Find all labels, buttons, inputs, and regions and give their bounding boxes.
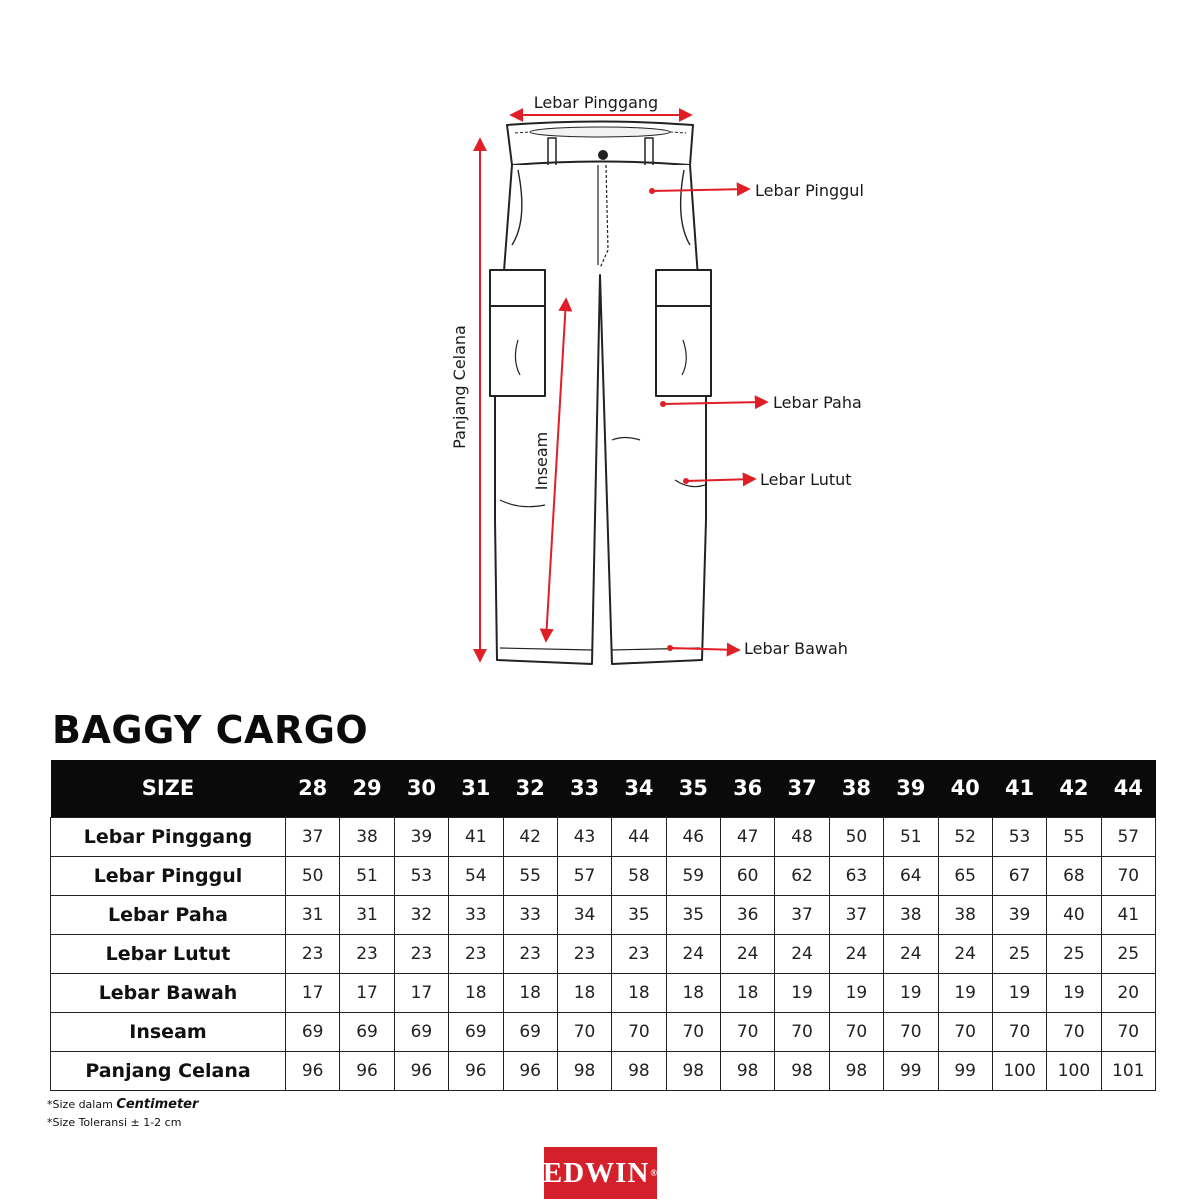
table-cell: 58 <box>612 856 666 895</box>
table-cell: 38 <box>938 895 992 934</box>
table-cell: 37 <box>286 817 340 856</box>
table-cell: 23 <box>503 934 557 973</box>
table-cell: 18 <box>612 973 666 1012</box>
table-cell: 37 <box>829 895 883 934</box>
size-header-cell: 39 <box>896 776 926 801</box>
table-cell: 19 <box>775 973 829 1012</box>
row-label: Lebar Paha <box>51 895 286 934</box>
table-cell: 25 <box>1101 934 1155 973</box>
table-cell: 67 <box>992 856 1046 895</box>
table-cell: 70 <box>666 1012 720 1051</box>
table-cell: 65 <box>938 856 992 895</box>
size-header-cell: 41 <box>1004 776 1035 801</box>
table-cell: 24 <box>721 934 775 973</box>
table-cell: 24 <box>884 934 938 973</box>
table-cell: 63 <box>829 856 883 895</box>
table-cell: 33 <box>449 895 503 934</box>
table-cell: 64 <box>884 856 938 895</box>
table-cell: 41 <box>449 817 503 856</box>
label-lebar-paha: Lebar Paha <box>773 393 862 412</box>
table-cell: 55 <box>503 856 557 895</box>
table-cell: 98 <box>721 1051 775 1090</box>
pants-illustration <box>490 122 711 665</box>
table-cell: 55 <box>1047 817 1101 856</box>
product-title: BAGGY CARGO <box>52 708 369 752</box>
table-cell: 42 <box>503 817 557 856</box>
table-cell: 70 <box>1047 1012 1101 1051</box>
size-header-cell: 35 <box>678 776 708 801</box>
table-cell: 24 <box>829 934 883 973</box>
table-cell: 31 <box>286 895 340 934</box>
row-label: Lebar Pinggang <box>51 817 286 856</box>
table-cell: 100 <box>1047 1051 1101 1090</box>
label-lebar-pinggul: Lebar Pinggul <box>755 181 864 200</box>
table-cell: 98 <box>775 1051 829 1090</box>
table-cell: 34 <box>557 895 611 934</box>
size-header-cell: 36 <box>733 776 763 801</box>
size-header-cell: 31 <box>461 776 491 801</box>
size-header-row <box>51 760 1156 817</box>
table-cell: 57 <box>557 856 611 895</box>
table-cell: 59 <box>666 856 720 895</box>
size-header-label: SIZE <box>141 776 195 801</box>
row-label: Lebar Pinggul <box>51 856 286 895</box>
tolerance-note: *Size Toleransi ± 1-2 cm <box>47 1116 182 1129</box>
label-inseam: Inseam <box>532 431 551 491</box>
table-cell: 46 <box>666 817 720 856</box>
table-cell: 69 <box>503 1012 557 1051</box>
table-cell: 98 <box>829 1051 883 1090</box>
size-chart-table <box>50 760 1156 1091</box>
size-header-cell: 42 <box>1059 776 1089 801</box>
table-cell: 25 <box>992 934 1046 973</box>
edwin-logo-text: EDWIN <box>542 1156 650 1189</box>
table-row <box>51 973 1156 1012</box>
table-cell: 70 <box>938 1012 992 1051</box>
table-cell: 24 <box>775 934 829 973</box>
table-cell: 23 <box>612 934 666 973</box>
table-row <box>51 856 1156 895</box>
table-cell: 100 <box>992 1051 1046 1090</box>
table-cell: 23 <box>340 934 394 973</box>
size-header-cell: 29 <box>352 776 382 801</box>
table-cell: 68 <box>1047 856 1101 895</box>
table-cell: 70 <box>1101 1012 1155 1051</box>
table-cell: 70 <box>612 1012 666 1051</box>
table-cell: 69 <box>286 1012 340 1051</box>
table-cell: 33 <box>503 895 557 934</box>
table-row <box>51 895 1156 934</box>
table-cell: 40 <box>1047 895 1101 934</box>
table-cell: 18 <box>449 973 503 1012</box>
table-cell: 18 <box>721 973 775 1012</box>
table-row <box>51 1012 1156 1051</box>
table-cell: 19 <box>992 973 1046 1012</box>
label-panjang-celana: Panjang Celana <box>450 325 469 449</box>
table-cell: 41 <box>1101 895 1155 934</box>
row-label: Lebar Lutut <box>51 934 286 973</box>
table-cell: 47 <box>721 817 775 856</box>
size-header-cell: 34 <box>624 776 654 801</box>
table-row <box>51 817 1156 856</box>
table-cell: 36 <box>721 895 775 934</box>
table-cell: 70 <box>884 1012 938 1051</box>
table-cell: 31 <box>340 895 394 934</box>
table-cell: 54 <box>449 856 503 895</box>
table-cell: 98 <box>612 1051 666 1090</box>
table-cell: 70 <box>721 1012 775 1051</box>
table-cell: 57 <box>1101 817 1155 856</box>
table-cell: 43 <box>557 817 611 856</box>
table-cell: 39 <box>992 895 1046 934</box>
table-cell: 51 <box>340 856 394 895</box>
table-cell: 62 <box>775 856 829 895</box>
row-label: Panjang Celana <box>51 1051 286 1090</box>
table-cell: 60 <box>721 856 775 895</box>
size-header-cell: 28 <box>298 776 328 801</box>
table-cell: 70 <box>775 1012 829 1051</box>
table-cell: 53 <box>394 856 448 895</box>
table-cell: 48 <box>775 817 829 856</box>
table-cell: 96 <box>340 1051 394 1090</box>
table-cell: 70 <box>992 1012 1046 1051</box>
table-cell: 18 <box>503 973 557 1012</box>
table-cell: 18 <box>666 973 720 1012</box>
table-cell: 50 <box>829 817 883 856</box>
table-cell: 19 <box>829 973 883 1012</box>
table-cell: 50 <box>286 856 340 895</box>
table-cell: 23 <box>286 934 340 973</box>
table-cell: 18 <box>557 973 611 1012</box>
unit-note-prefix: *Size dalam <box>47 1098 117 1111</box>
table-cell: 96 <box>503 1051 557 1090</box>
row-label: Inseam <box>51 1012 286 1051</box>
table-cell: 69 <box>340 1012 394 1051</box>
table-cell: 98 <box>666 1051 720 1090</box>
table-cell: 23 <box>449 934 503 973</box>
table-cell: 35 <box>612 895 666 934</box>
table-cell: 19 <box>938 973 992 1012</box>
table-row <box>51 934 1156 973</box>
label-lebar-bawah: Lebar Bawah <box>744 639 848 658</box>
table-cell: 39 <box>394 817 448 856</box>
table-cell: 98 <box>557 1051 611 1090</box>
table-cell: 70 <box>557 1012 611 1051</box>
size-header-cell: 38 <box>841 776 872 801</box>
table-cell: 32 <box>394 895 448 934</box>
table-cell: 53 <box>992 817 1046 856</box>
edwin-logo <box>544 1147 657 1199</box>
table-cell: 19 <box>1047 973 1101 1012</box>
table-cell: 96 <box>449 1051 503 1090</box>
table-cell: 37 <box>775 895 829 934</box>
table-cell: 38 <box>340 817 394 856</box>
table-cell: 99 <box>938 1051 992 1090</box>
table-cell: 101 <box>1101 1051 1155 1090</box>
unit-note-unit: Centimeter <box>116 1097 199 1112</box>
table-cell: 52 <box>938 817 992 856</box>
size-header-cell: 44 <box>1113 776 1143 801</box>
table-cell: 44 <box>612 817 666 856</box>
table-cell: 20 <box>1101 973 1155 1012</box>
size-header-cell: 32 <box>515 776 545 801</box>
table-cell: 23 <box>557 934 611 973</box>
table-cell: 96 <box>394 1051 448 1090</box>
table-cell: 17 <box>394 973 448 1012</box>
size-header-cell: 30 <box>406 776 437 801</box>
label-lebar-pinggang: Lebar Pinggang <box>533 93 659 112</box>
table-cell: 51 <box>884 817 938 856</box>
table-cell: 69 <box>394 1012 448 1051</box>
table-cell: 17 <box>340 973 394 1012</box>
size-header-cell: 33 <box>569 776 600 801</box>
label-lebar-lutut: Lebar Lutut <box>760 470 852 489</box>
size-header-cell: 37 <box>787 776 817 801</box>
table-cell: 23 <box>394 934 448 973</box>
table-cell: 99 <box>884 1051 938 1090</box>
table-cell: 25 <box>1047 934 1101 973</box>
table-cell: 38 <box>884 895 938 934</box>
size-header-cell: 40 <box>950 776 980 801</box>
table-cell: 96 <box>286 1051 340 1090</box>
table-cell: 24 <box>938 934 992 973</box>
table-row <box>51 1051 1156 1090</box>
row-label: Lebar Bawah <box>51 973 286 1012</box>
table-cell: 70 <box>829 1012 883 1051</box>
table-cell: 69 <box>449 1012 503 1051</box>
table-cell: 24 <box>666 934 720 973</box>
unit-note <box>47 1097 198 1112</box>
table-cell: 19 <box>884 973 938 1012</box>
table-cell: 35 <box>666 895 720 934</box>
registered-mark: ® <box>650 1168 659 1178</box>
table-cell: 17 <box>286 973 340 1012</box>
table-cell: 70 <box>1101 856 1155 895</box>
